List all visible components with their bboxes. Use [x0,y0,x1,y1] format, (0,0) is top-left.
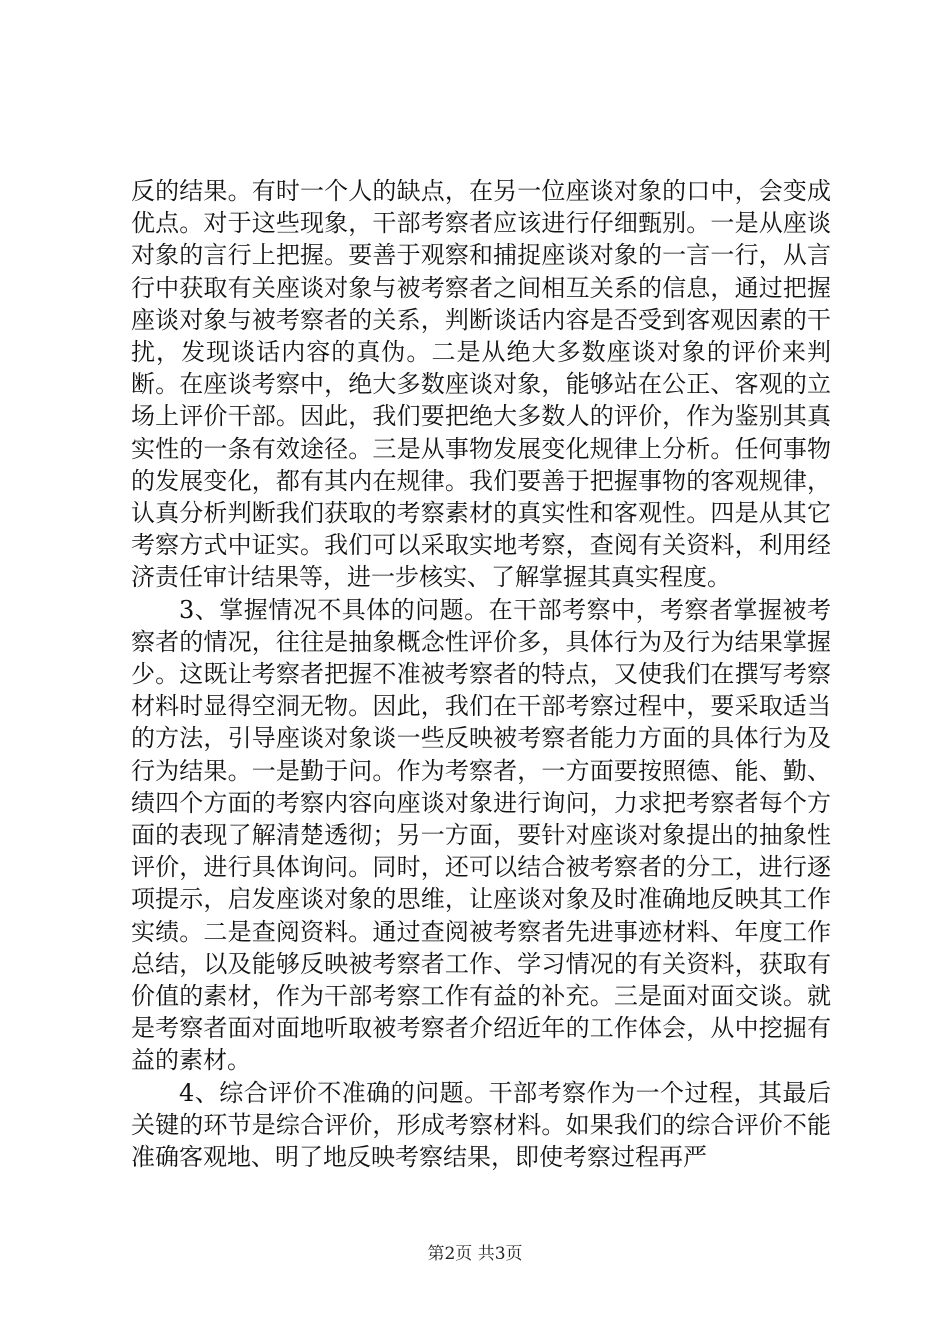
paragraph-continuation: 反的结果。有时一个人的缺点，在另一位座谈对象的口中，会变成优点。对于这些现象，干部考察者应该进行仔细甄别。一是从座谈对象的言行上把握。要善于观察和捕捉座谈对象的一言一行，从言行中获取有关座谈对象与被考察者之间相互关系的信息，通过把握座谈对象与被考察者的关系，判断谈话内容是否受到客观因素的干扰，发现谈话内容的真伪。二是从绝大多数座谈对象的评价来判断。在座谈考察中，绝大多数座谈对象，能够站在公正、客观的立场上评价干部。因此，我们要把绝大多数人的评价，作为鉴别其真实性的一条有效途径。三是从事物发展变化规律上分析。任何事物的发展变化，都有其内在规律。我们要善于把握事物的客观规律，认真分析判断我们获取的考察素材的真实性和客观性。四是从其它考察方式中证实。我们可以采取实地考察，查阅有关资料，利用经济责任审计结果等，进一步核实、了解掌握其真实程度。 [131,177,831,592]
paragraph-item-4: 4、综合评价不准确的问题。干部考察作为一个过程，其最后关键的环节是综合评价，形成考察材料。如果我们的综合评价不能准确客观地、明了地反映考察结果，即使考察过程再严 [131,1078,831,1172]
paragraph-item-3: 3、掌握情况不具体的问题。在干部考察中，考察者掌握被考察者的情况，往往是抽象概念性评价多，具体行为及行为结果掌握少。这既让考察者把握不准被考察者的特点，又使我们在撰写考察材料时显得空洞无物。因此，我们在干部考察过程中，要采取适当的方法，引导座谈对象谈一些反映被考察者能力方面的具体行为及行为结果。一是勤于问。作为考察者，一方面要按照德、能、勤、绩四个方面的考察内容向座谈对象进行询问，力求把考察者每个方面的表现了解清楚透彻；另一方面，要针对座谈对象提出的抽象性评价，进行具体询问。同时，还可以结合被考察者的分工，进行逐项提示，启发座谈对象的思维，让座谈对象及时准确地反映其工作实绩。二是查阅资料。通过查阅被考察者先进事迹材料、年度工作总结，以及能够反映被考察者工作、学习情况的有关资料，获取有价值的素材，作为干部考察工作有益的补充。三是面对面交谈。就是考察者面对面地听取被考察者介绍近年的工作体会，从中挖掘有益的素材。 [131,595,831,1075]
page-footer: 第2页 共3页 [427,1244,523,1264]
body-text [131,175,831,1173]
